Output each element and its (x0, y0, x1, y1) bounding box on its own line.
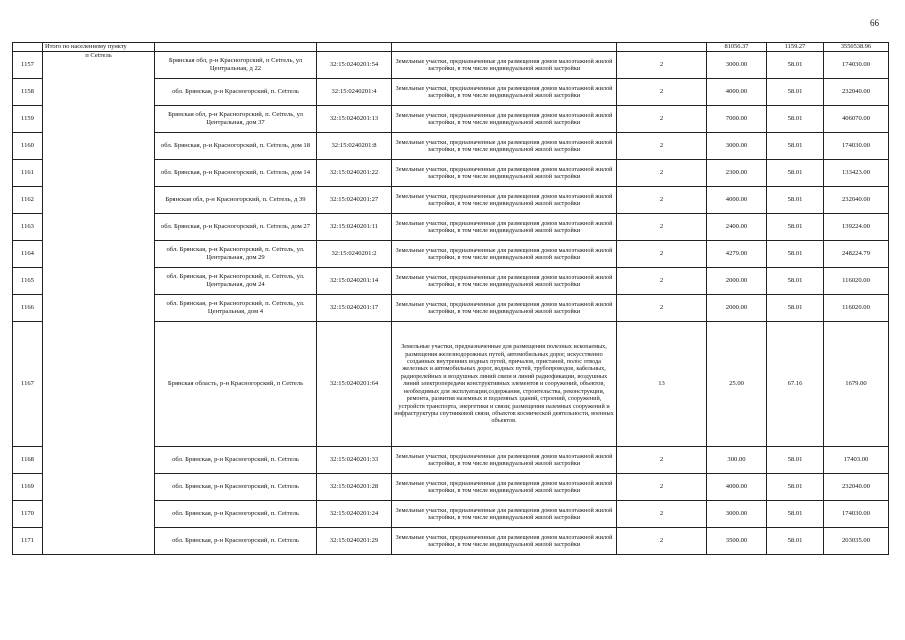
address-cell: обл. Брянская, р-н Красногорский, п. Сеtтель (155, 79, 317, 106)
table-row (13, 52, 889, 79)
area-value: 25.00 (707, 322, 767, 447)
land-use-description: Земельные участки, предназначенные для размещения домов малоэтажной жилой застройки, в том числе индивидуальной жилой застройки (392, 474, 617, 501)
total-rate: 1159.27 (767, 43, 824, 52)
cadastral-number: 32:15:0240201:27 (317, 187, 392, 214)
cadastral-value: 248224.79 (824, 241, 889, 268)
address-cell: обл. Брянская, р-н Красногорский, п. Сеtтель, дом 27 (155, 214, 317, 241)
row-number: 1167 (13, 322, 43, 447)
area-value: 4000.00 (707, 474, 767, 501)
cadastral-value: 116020.00 (824, 295, 889, 322)
land-use-description: Земельные участки, предназначенные для размещения домов малоэтажной жилой застройки, в том числе индивидуальной жилой застройки (392, 528, 617, 555)
cadastral-number: 32:15:0240201:8 (317, 133, 392, 160)
land-use-description: Земельные участки, предназначенные для размещения домов малоэтажной жилой застройки, в том числе индивидуальной жилой застройки (392, 447, 617, 474)
area-value: 3000.00 (707, 133, 767, 160)
use-type-code: 2 (617, 160, 707, 187)
page-number: 66 (870, 18, 879, 28)
use-type-code: 2 (617, 106, 707, 133)
cadastral-value: 203035.00 (824, 528, 889, 555)
cadastral-number: 32:15:0240201:22 (317, 160, 392, 187)
address-cell: Брянская обл, р-н Красногорский, п Сеtтель, ул Центральная, д 22 (155, 52, 317, 79)
cadastral-value: 1679.00 (824, 322, 889, 447)
rate-value: 58.01 (767, 187, 824, 214)
cadastral-number: 32:15:0240201:2 (317, 241, 392, 268)
address-cell: обл. Брянская, р-н Красногорский, п. Сеtтель, ул. Центральная, дом 29 (155, 241, 317, 268)
total-row (13, 43, 889, 52)
row-number: 1169 (13, 474, 43, 501)
use-type-code: 2 (617, 295, 707, 322)
cadastral-number: 32:15:0240201:64 (317, 322, 392, 447)
rate-value: 58.01 (767, 214, 824, 241)
cadastral-number: 32:15:0240201:11 (317, 214, 392, 241)
area-value: 300.00 (707, 447, 767, 474)
row-number: 1171 (13, 528, 43, 555)
rate-value: 58.01 (767, 447, 824, 474)
use-type-code: 2 (617, 447, 707, 474)
use-type-code: 13 (617, 322, 707, 447)
use-type-code: 2 (617, 501, 707, 528)
area-value: 4000.00 (707, 187, 767, 214)
row-number: 1158 (13, 79, 43, 106)
cadastral-number: 32:15:0240201:17 (317, 295, 392, 322)
rate-value: 58.01 (767, 79, 824, 106)
row-number: 1163 (13, 214, 43, 241)
rate-value: 58.01 (767, 160, 824, 187)
row-number: 1165 (13, 268, 43, 295)
land-use-description: Земельные участки, предназначенные для размещения домов малоэтажной жилой застройки, в том числе индивидуальной жилой застройки (392, 106, 617, 133)
cadastral-number: 32:15:0240201:28 (317, 474, 392, 501)
land-use-description: Земельные участки, предназначенные для размещения домов малоэтажной жилой застройки, в том числе индивидуальной жилой застройки (392, 214, 617, 241)
address-cell: обл. Брянская, р-н Красногорский, п. Сеtтель, ул. Центральная, дом 4 (155, 295, 317, 322)
land-use-description: Земельные участки, предназначенные для размещения домов малоэтажной жилой застройки, в том числе индивидуальной жилой застройки (392, 241, 617, 268)
cadastral-value: 139224.00 (824, 214, 889, 241)
row-number: 1161 (13, 160, 43, 187)
total-area: 81056.37 (707, 43, 767, 52)
cadastral-value: 232040.00 (824, 79, 889, 106)
row-number: 1159 (13, 106, 43, 133)
row-number: 1170 (13, 501, 43, 528)
cadastral-value: 406070.00 (824, 106, 889, 133)
locality-name: п Сеtтель (43, 52, 155, 555)
rate-value: 58.01 (767, 295, 824, 322)
use-type-code: 2 (617, 133, 707, 160)
rate-value: 67.16 (767, 322, 824, 447)
row-number: 1168 (13, 447, 43, 474)
land-use-description: Земельные участки, предназначенные для размещения домов малоэтажной жилой застройки, в том числе индивидуальной жилой застройки (392, 295, 617, 322)
cadastral-value: 174030.00 (824, 501, 889, 528)
use-type-code: 2 (617, 214, 707, 241)
row-number: 1162 (13, 187, 43, 214)
address-cell: обл. Брянская, р-н Красногорский, п. Сеtтель (155, 447, 317, 474)
cadastral-value: 116020.00 (824, 268, 889, 295)
area-value: 2000.00 (707, 295, 767, 322)
use-type-code: 2 (617, 52, 707, 79)
cadastral-value: 232040.00 (824, 187, 889, 214)
land-use-description: Земельные участки, предназначенные для размещения домов малоэтажной жилой застройки, в том числе индивидуальной жилой застройки (392, 501, 617, 528)
land-use-description: Земельные участки, предназначенные для размещения домов малоэтажной жилой застройки, в том числе индивидуальной жилой застройки (392, 268, 617, 295)
cadastral-value: 174030.00 (824, 52, 889, 79)
address-cell: Брянская область, р-н Красногорский, п Сеtтель (155, 322, 317, 447)
cadastral-value: 174030.00 (824, 133, 889, 160)
area-value: 7000.00 (707, 106, 767, 133)
land-cadastral-table (12, 42, 889, 555)
address-cell: обл. Брянская, р-н Красногорский, п. Сеtтель (155, 474, 317, 501)
use-type-code: 2 (617, 268, 707, 295)
cadastral-number: 32:15:0240201:29 (317, 528, 392, 555)
use-type-code: 2 (617, 474, 707, 501)
address-cell: обл. Брянская, р-н Красногорский, п. Сеtтель (155, 501, 317, 528)
area-value: 4000.00 (707, 79, 767, 106)
area-value: 2400.00 (707, 214, 767, 241)
cadastral-number: 32:15:0240201:14 (317, 268, 392, 295)
use-type-code: 2 (617, 79, 707, 106)
address-cell: обл. Брянская, р-н Красногорский, п. Сеtтель, дом 18 (155, 133, 317, 160)
area-value: 2000.00 (707, 268, 767, 295)
cadastral-number: 32:15:0240201:33 (317, 447, 392, 474)
rate-value: 58.01 (767, 133, 824, 160)
cadastral-value: 133423.00 (824, 160, 889, 187)
land-use-description: Земельные участки, предназначенные для размещения домов малоэтажной жилой застройки, в том числе индивидуальной жилой застройки (392, 133, 617, 160)
cadastral-value: 17403.00 (824, 447, 889, 474)
use-type-code: 2 (617, 528, 707, 555)
rate-value: 58.01 (767, 106, 824, 133)
use-type-code: 2 (617, 241, 707, 268)
area-value: 4279.00 (707, 241, 767, 268)
area-value: 3000.00 (707, 501, 767, 528)
rate-value: 58.01 (767, 474, 824, 501)
area-value: 3500.00 (707, 528, 767, 555)
total-value: 3550538.96 (824, 43, 889, 52)
cadastral-value: 232040.00 (824, 474, 889, 501)
row-number: 1160 (13, 133, 43, 160)
area-value: 2300.00 (707, 160, 767, 187)
rate-value: 58.01 (767, 501, 824, 528)
total-label: Итого по населенному пункту (43, 43, 155, 52)
land-use-description: Земельные участки, предназначенные для размещения домов малоэтажной жилой застройки, в том числе индивидуальной жилой застройки (392, 187, 617, 214)
cadastral-number: 32:15:0240201:24 (317, 501, 392, 528)
rate-value: 58.01 (767, 268, 824, 295)
row-number: 1164 (13, 241, 43, 268)
use-type-code: 2 (617, 187, 707, 214)
row-number: 1166 (13, 295, 43, 322)
address-cell: Брянская обл, р-н Красногорский, п. Сеtтель, ул Центральная, дом 37 (155, 106, 317, 133)
rate-value: 58.01 (767, 241, 824, 268)
address-cell: обл. Брянская, р-н Красногорский, п. Сеtтель (155, 528, 317, 555)
land-use-description: Земельные участки, предназначенные для размещения домов малоэтажной жилой застройки, в том числе индивидуальной жилой застройки (392, 160, 617, 187)
area-value: 3000.00 (707, 52, 767, 79)
land-use-description: Земельные участки, предназначенные для размещения полезных ископаемых, размещения железнодорожных путей, автомобильных дорог, искусственно созданных внутренних водных путей, причалов, пристаней, полос отвода железных и автомобильных дорог, водных путей, трубопроводов, кабельных, радиорелейных и воздушных линий связи и линий радиофикации, воздушных линий электропередачи конструктивных элементов и сооружений, объектов, необходимых для эксплуатации,содержания, строительства, реконструкции, ремонта, развития наземных и подземных зданий, строений, сооружений, устройств транспорта, энергетики и связи; размещения наземных сооружений и инфраструктуры спутниковой связи, объектов космической деятельности, военных объектов. (392, 322, 617, 447)
land-use-description: Земельные участки, предназначенные для размещения домов малоэтажной жилой застройки, в том числе индивидуальной жилой застройки (392, 52, 617, 79)
cadastral-number: 32:15:0240201:13 (317, 106, 392, 133)
total-num-cell (13, 43, 43, 52)
row-number: 1157 (13, 52, 43, 79)
rate-value: 58.01 (767, 528, 824, 555)
rate-value: 58.01 (767, 52, 824, 79)
address-cell: обл. Брянская, р-н Красногорский, п. Сеtтель, ул. Центральная, дом 24 (155, 268, 317, 295)
cadastral-number: 32:15:0240201:4 (317, 79, 392, 106)
cadastral-number: 32:15:0240201:54 (317, 52, 392, 79)
address-cell: обл. Брянская, р-н Красногорский, п. Сеtтель, дом 14 (155, 160, 317, 187)
land-use-description: Земельные участки, предназначенные для размещения домов малоэтажной жилой застройки, в том числе индивидуальной жилой застройки (392, 79, 617, 106)
address-cell: Брянская обл, р-н Красногорский, п. Сеtтель, д 39 (155, 187, 317, 214)
